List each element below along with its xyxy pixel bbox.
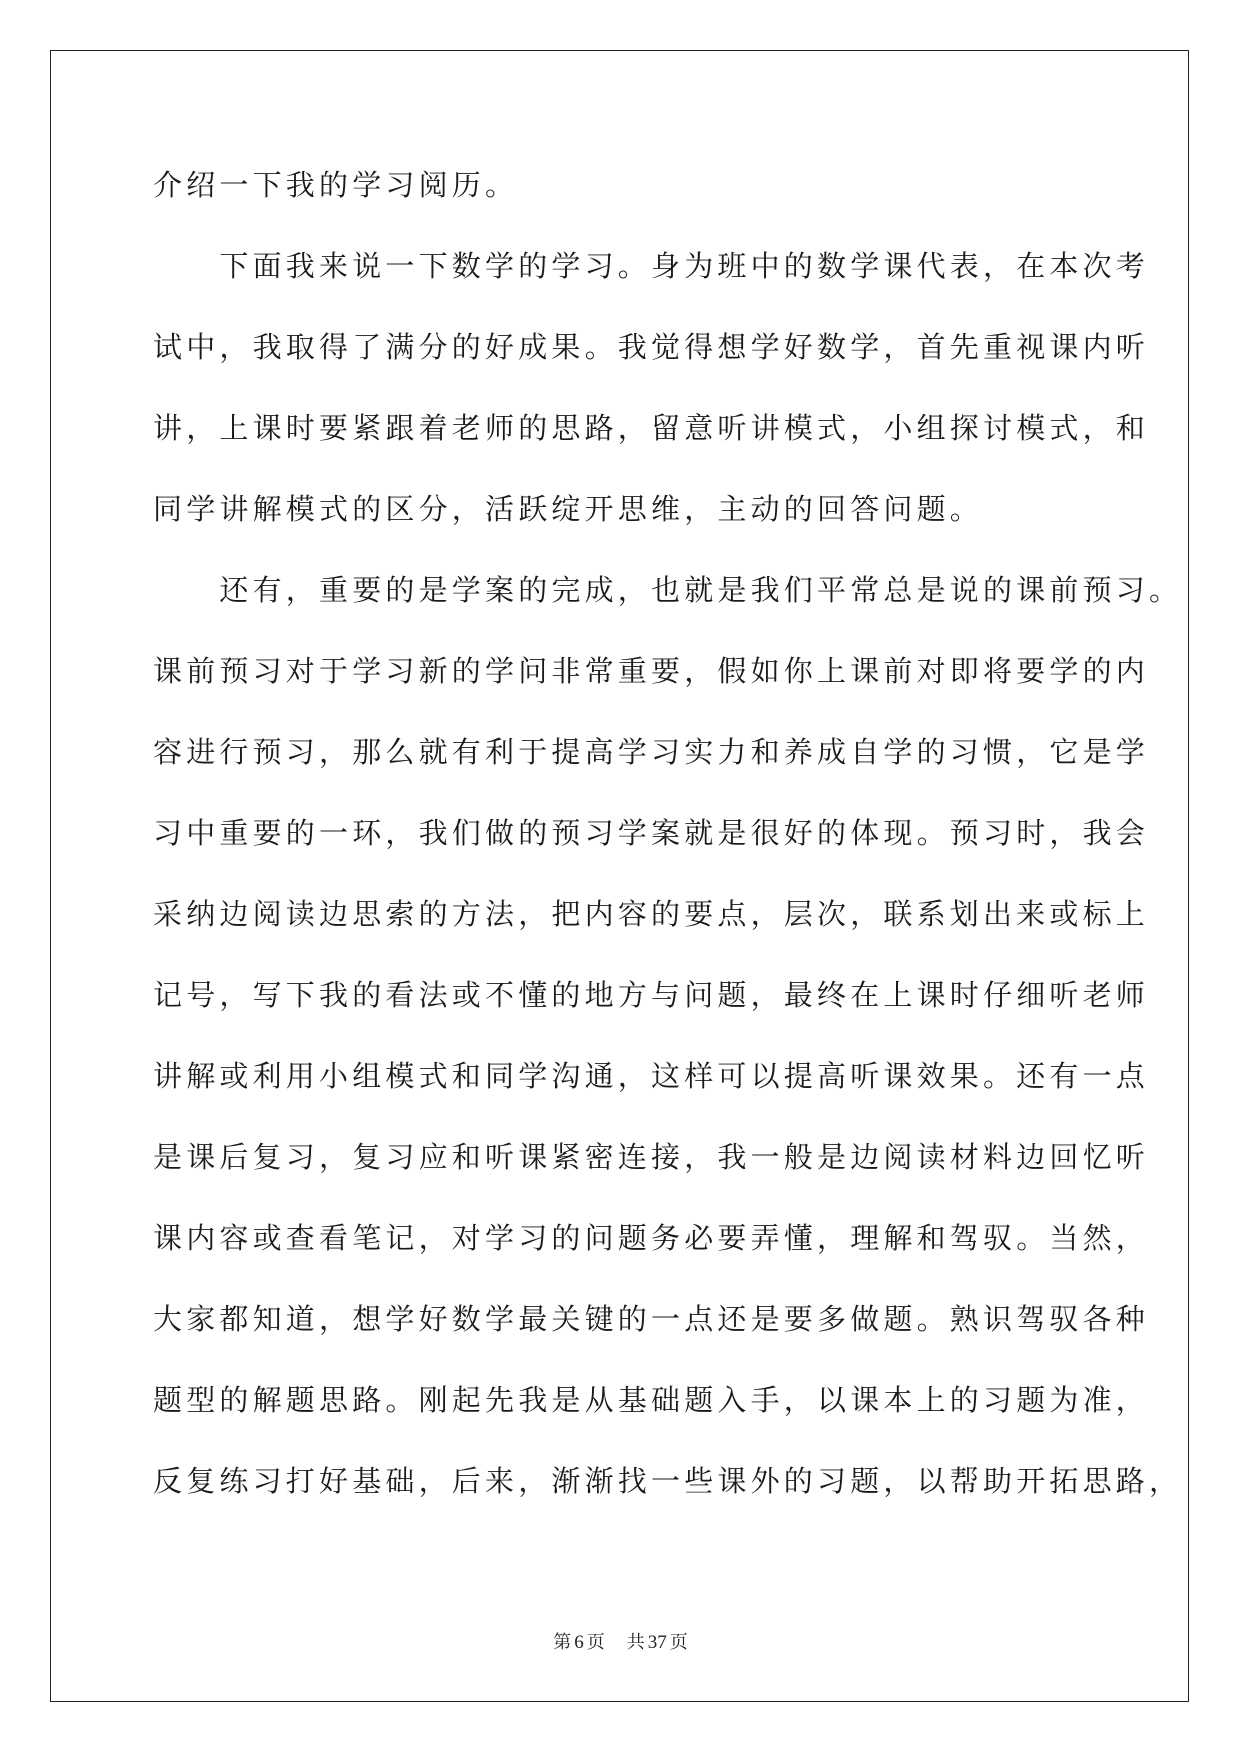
text-line: 容进行预习，那么就有利于提高学习实力和养成自学的习惯，它是学 (153, 735, 1150, 769)
total-suffix: 页 (669, 1632, 688, 1653)
text-line: 讲，上课时要紧跟着老师的思路，留意听讲模式，小组探讨模式，和 (153, 411, 1150, 445)
body-text (153, 160, 1183, 1537)
text-line: 讲解或利用小组模式和同学沟通，这样可以提高听课效果。还有一点 (153, 1059, 1150, 1093)
page-prefix: 第 (553, 1632, 572, 1653)
text-line: 课内容或查看笔记，对学习的问题务必要弄懂，理解和驾驭。当然， (153, 1221, 1150, 1255)
text-line: 反复练习打好基础，后来，渐渐找一些课外的习题，以帮助开拓思路， (153, 1464, 1183, 1498)
text-line: 下面我来说一下数学的学习。身为班中的数学课代表，在本次考 (153, 249, 1150, 283)
text-line: 采纳边阅读边思索的方法，把内容的要点，层次，联系划出来或标上 (153, 897, 1150, 931)
text-line: 习中重要的一环，我们做的预习学案就是很好的体现。预习时，我会 (153, 816, 1150, 850)
page-suffix: 页 (586, 1632, 605, 1653)
text-line: 介绍一下我的学习阅历。 (153, 168, 519, 202)
text-line: 题型的解题思路。刚起先我是从基础题入手，以课本上的习题为准， (153, 1383, 1150, 1417)
total-prefix: 共 (626, 1632, 645, 1653)
text-line: 课前预习对于学习新的学问非常重要，假如你上课前对即将要学的内 (153, 654, 1150, 688)
text-line: 还有，重要的是学案的完成，也就是我们平常总是说的课前预习。 (153, 573, 1183, 607)
page-footer (0, 1628, 1241, 1654)
text-line: 同学讲解模式的区分，活跃绽开思维，主动的回答问题。 (153, 492, 984, 526)
text-line: 记号，写下我的看法或不懂的地方与问题，最终在上课时仔细听老师 (153, 978, 1150, 1012)
total-pages: 37 (647, 1632, 667, 1653)
text-line: 试中，我取得了满分的好成果。我觉得想学好数学，首先重视课内听 (153, 330, 1150, 364)
text-line: 是课后复习，复习应和听课紧密连接，我一般是边阅读材料边回忆听 (153, 1140, 1150, 1174)
text-line: 大家都知道，想学好数学最关键的一点还是要多做题。熟识驾驭各种 (153, 1302, 1150, 1336)
page-number: 6 (574, 1632, 584, 1653)
